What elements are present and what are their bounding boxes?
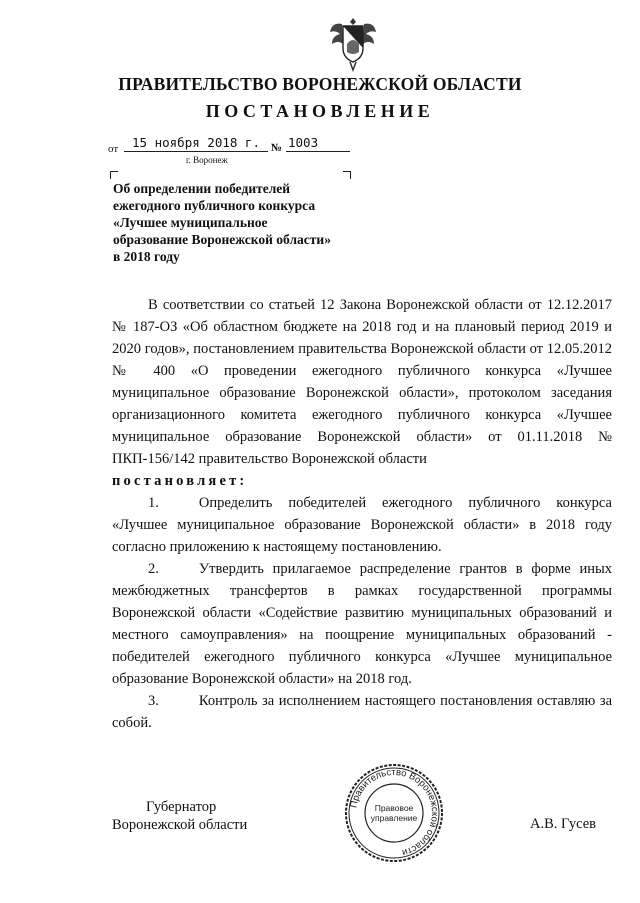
number-underline: [286, 151, 350, 152]
city-label: г. Воронеж: [186, 155, 228, 165]
subject-corner-right: [343, 171, 351, 179]
item-text: Определить победителей ежегодного публичного конкурса «Лучшее муниципальное образование Воронежской области» в 2018 году согласно приложению к настоящему постановлению.: [112, 495, 612, 555]
subject-line: Об определении победителей: [113, 181, 291, 196]
item-2: [112, 558, 612, 690]
document-type: ПОСТАНОВЛЕНИЕ: [205, 101, 435, 121]
document-date: 15 ноября 2018 г.: [132, 135, 260, 150]
stamp-center-line1: Правовое: [374, 803, 414, 813]
item-number: 2.: [148, 561, 159, 577]
preamble-paragraph: В соответствии со статьей 12 Закона Воронежской области от 12.12.2017 № 187-ОЗ «Об областном бюджете на 2018 год и на плановый период 2019 и 2020 годов», постановлением правительства Воронежской области от 12.05.2012 № 400 «О проведении ежегодного публичного конкурса «Лучшее муниципальное образование Воронежской области», протоколом заседания организационного комитета ежегодного публичного конкурса «Лучшее муниципальное образование Воронежской области» от 01.11.2018 № ПКП-156/142 правительство Воронежской области: [112, 297, 612, 467]
subject-line: в 2018 году: [113, 249, 180, 264]
item-number: 1.: [148, 495, 159, 511]
subject-line: ежегодного публичного конкурса: [113, 198, 316, 213]
item-3: [112, 690, 612, 734]
subject-corner-left: [110, 171, 118, 179]
date-underline: [124, 151, 268, 152]
subject-line: «Лучшее муниципальное: [113, 215, 268, 230]
stamp-ring-text: Правительство Воронежской области: [348, 766, 441, 859]
item-text: Контроль за исполнением настоящего постановления оставляю за собой.: [112, 693, 612, 731]
item-number: 3.: [148, 693, 159, 709]
subject-line: образование Воронежской области»: [113, 232, 331, 247]
signatory-region: Воронежской области: [112, 817, 248, 833]
stamp-center-line2: управление: [370, 813, 418, 823]
date-number-line: [108, 136, 368, 166]
number-prefix: №: [271, 142, 283, 154]
coat-of-arms-icon: [328, 14, 378, 76]
signatory-title: Губернатор: [146, 799, 217, 815]
item-1: [112, 492, 612, 558]
official-stamp: [343, 762, 445, 864]
resolves-word: постановляет:: [112, 473, 248, 489]
date-prefix: от: [108, 143, 119, 155]
item-text: Утвердить прилагаемое распределение грантов в форме иных межбюджетных трансфертов в рамках государственной программы Воронежской области «Содействие развитию муниципальных образований и местного самоуправления» на поощрение муниципальных образований - победителей ежегодного публичного конкурса «Лучшее муниципальное образование Воронежской области» на 2018 год.: [112, 561, 612, 687]
resolves-line: [112, 470, 612, 492]
signatory-name: А.В. Гусев: [530, 816, 596, 832]
signatory-post: [112, 798, 247, 834]
document-body: [112, 294, 612, 734]
document-number: 1003: [288, 135, 319, 150]
government-title: ПРАВИТЕЛЬСТВО ВОРОНЕЖСКОЙ ОБЛАСТИ: [118, 74, 522, 94]
document-subject: [113, 180, 373, 265]
